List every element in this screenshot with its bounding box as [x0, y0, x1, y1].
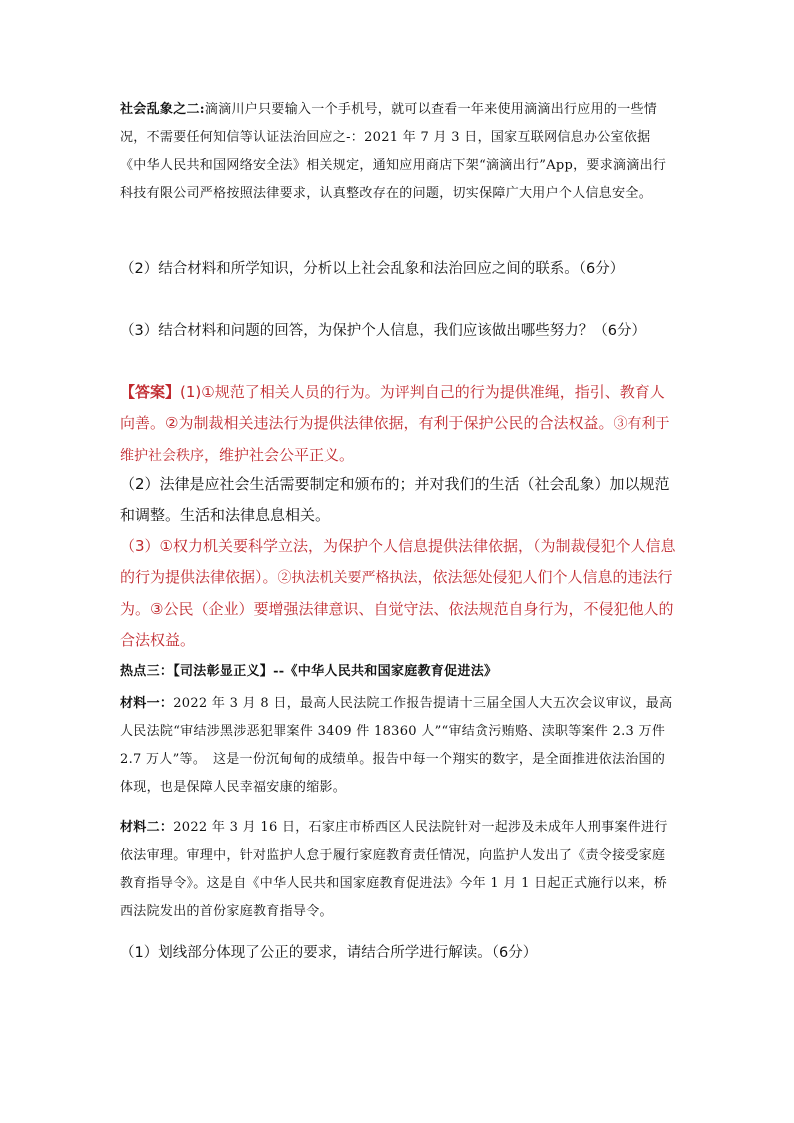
- material-2-text: 2022 年 3 月 16 日，石家庄市桥西区人民法院针对一起涉及未成年人刑事案件进行依法审理。审理中，针对监护人怠于履行家庭教育责任情况，向监护人发出了《责令接受家庭教育指导令》。这是自《中华人民共和国家庭教育促进法》今年 1 月 1 日起正式施行以来，桥西法院发出的首份家庭教育指导令。: [120, 820, 668, 919]
- answer-1-part1: (1)①规范了相关人员的行为。为评判自己的行为提供准绳，指引、教育人向善。②为制裁相关违法行为提供法律依据，有利于保护公民的合法权益。: [120, 383, 665, 432]
- material-2-label: 材料二：: [120, 820, 174, 835]
- social-chaos-2-paragraph: [120, 96, 676, 208]
- answer-3-part3: ，依法惩处侵犯人们个人信息的违法行为。③公民（企业）要增强法律意识、自觉守法、依法规范自身行为，不侵犯他人的合法权益。: [120, 568, 674, 649]
- material-1-paragraph: [120, 690, 676, 802]
- material-1-text: 2022 年 3 月 8 日，最高人民法院工作报告提请十三届全国人大五次会议审议，最高人民法院“审结涉黑涉恶犯罪案件 3409 件 18360 人”“审结贪污贿赂、渎职等案件 2.3 万件 2.7 万人”等。 这是一份沉甸甸的成绩单。报告中每一个翔实的数字，是全面推进依法治国的体现，也是保障人民幸福安康的缩影。: [120, 696, 673, 795]
- social-chaos-2-label: 社会乱象之二:: [120, 102, 205, 117]
- answer-tag: 【答案】: [120, 383, 181, 401]
- material-2-paragraph: [120, 814, 676, 926]
- material-1-label: 材料一：: [120, 696, 174, 711]
- answer-1-paragraph: [120, 377, 676, 472]
- answer-1-part3: ，维护社会公平正义。: [204, 446, 355, 464]
- hotspot-3-question-1: （1）划线部分体现了公正的要求，请结合所学进行解读。（6分）: [120, 945, 538, 961]
- hotspot-3-title: 热点三：【司法彰显正义】--《中华人民共和国家庭教育促进法》: [120, 664, 498, 679]
- answer-1-part2: ③有利于维护社会秩序: [120, 416, 670, 464]
- answer-3-part1: （3）①权力机关要科学立法，为保护个人信息提供法律依据，（为制裁侵犯个人信息的行为提供法律依据）。: [120, 537, 676, 586]
- social-chaos-2-text: 滴滴川户只要输入一个手机号，就可以查看一年来使用滴滴出行应用的一些情况，不需要任何知信等认证法治回应之-：2021 年 7 月 3 日，国家互联网信息办公室依据《中华人民共和国网络安全法》相关规定，通知应用商店下架“滴滴出行”App，要求滴滴出行科技有限公司严格按照法律要求，认真整改存在的问题，切实保障广大用户个人信息安全。: [120, 102, 667, 201]
- question-2: （2）结合材料和所学知识，分析以上社会乱象和法治回应之间的联系。（6分）: [120, 261, 625, 277]
- answer-2: （2）法律是应社会生活需要制定和颁布的；并对我们的生活（社会乱象）加以规范和调整。生活和法律息息相关。: [120, 475, 670, 524]
- answer-3-paragraph: [120, 531, 676, 656]
- question-3: （3）结合材料和问题的回答，为保护个人信息，我们应该做出哪些努力？（6分）: [120, 323, 646, 339]
- answer-3-part2: ②执法机关要严格执法: [277, 570, 418, 586]
